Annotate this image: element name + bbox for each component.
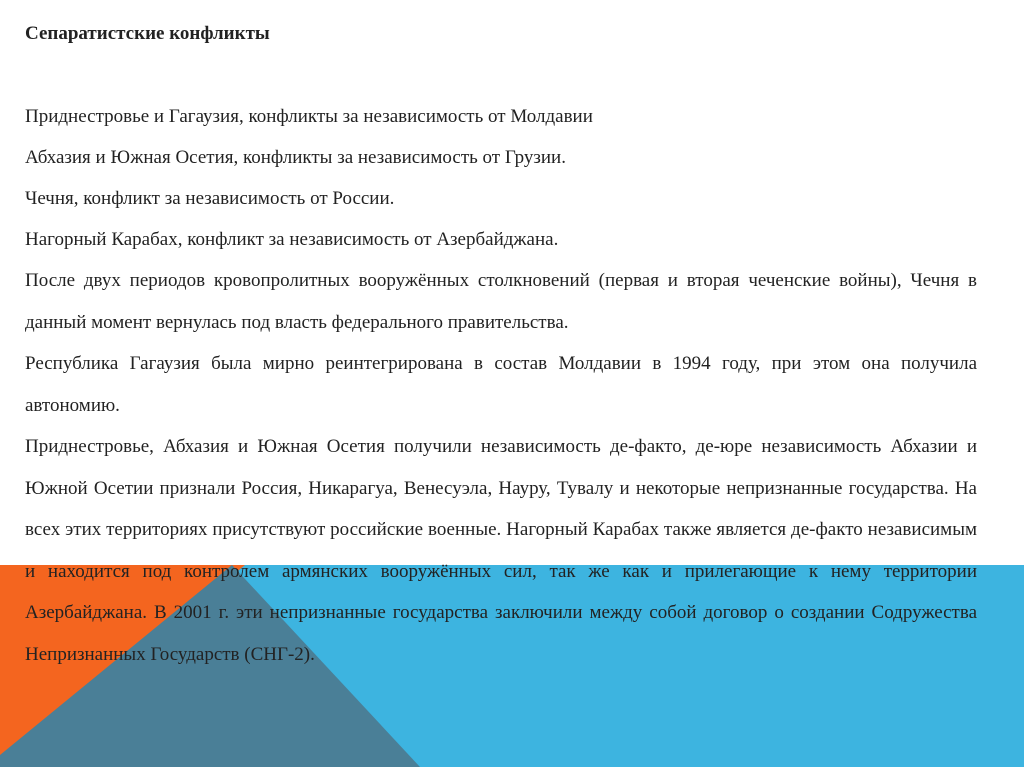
conflict-line-4: Нагорный Карабах, конфликт за независимость от Азербайджана. xyxy=(25,229,559,250)
slide-title: Сепаратистские конфликты xyxy=(25,23,270,44)
paragraph-gagauzia: Республика Гагаузия была мирно реинтегрирована в состав Молдавии в 1994 году, при этом она получила автономию. xyxy=(25,353,977,416)
paragraph-de-facto: Приднестровье, Абхазия и Южная Осетия получили независимость де-факто, де-юре независимость Абхазии и Южной Осетии признали Россия, Никарагуа, Венесуэла, Науру, Тувалу и некоторые непризнанные государства. На всех этих территориях присутствуют российские военные. Нагорный Карабах также является де-факто независимым и находится под контролем армянских вооружённых сил, так же как и прилегающие к нему территории Азербайджана. В 2001 г. эти непризнанные государства заключили между собой договор о создании Содружества Непризнанных Государств (СНГ-2). xyxy=(25,436,977,665)
conflict-line-1: Приднестровье и Гагаузия, конфликты за независимость от Молдавии xyxy=(25,106,593,127)
conflict-line-3: Чечня, конфликт за независимость от России. xyxy=(25,188,395,209)
title-spacer xyxy=(25,54,977,96)
conflict-line-2: Абхазия и Южная Осетия, конфликты за независимость от Грузии. xyxy=(25,147,566,168)
paragraph-chechnya: После двух периодов кровопролитных вооружённых столкновений (первая и вторая чеченские войны), Чечня в данный момент вернулась под власть федерального правительства. xyxy=(25,270,977,333)
slide-content xyxy=(25,14,977,675)
